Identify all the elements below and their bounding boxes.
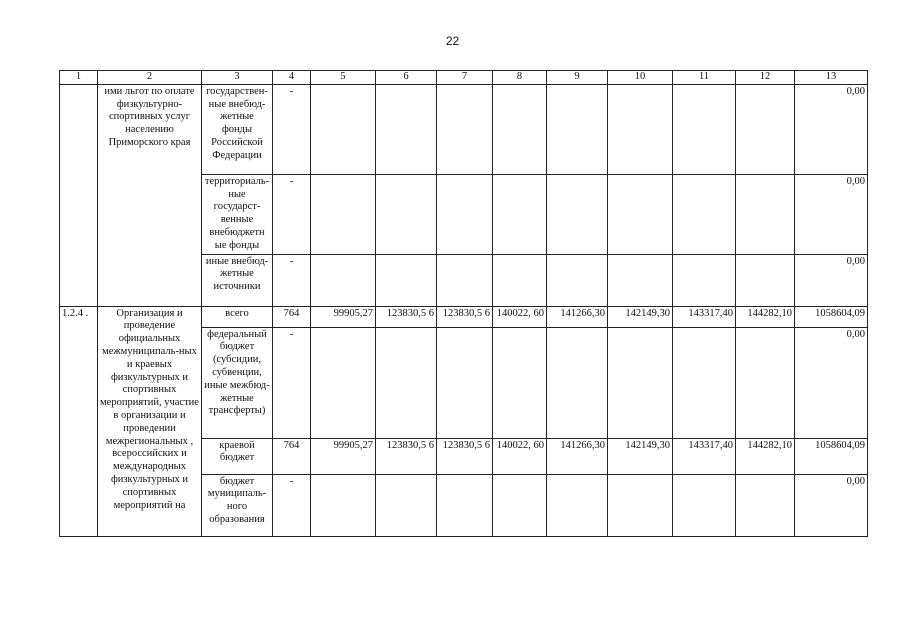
value-cell	[437, 474, 493, 536]
cell-col4: -	[273, 327, 311, 438]
value-cell	[493, 254, 547, 306]
value-cell	[493, 84, 547, 174]
value-cell	[547, 254, 608, 306]
value-cell	[673, 174, 736, 254]
header-cell: 11	[673, 71, 736, 85]
total-cell: 0,00	[795, 174, 868, 254]
header-cell: 9	[547, 71, 608, 85]
value-cell	[437, 84, 493, 174]
value-cell	[437, 327, 493, 438]
cell-col4: 764	[273, 438, 311, 474]
cell-col4: -	[273, 254, 311, 306]
value-cell	[376, 254, 437, 306]
item-code: 1.2.4 .	[60, 306, 98, 536]
value-cell: 123830,5 6	[376, 306, 437, 327]
funding-source: государствен-ные внебюд-жетные фонды Российской Федерации	[202, 84, 273, 174]
cell-col4: -	[273, 174, 311, 254]
budget-table-container	[59, 70, 867, 537]
value-cell	[376, 174, 437, 254]
header-cell: 6	[376, 71, 437, 85]
value-cell: 144282,10	[736, 438, 795, 474]
value-cell	[673, 474, 736, 536]
cell-col4: -	[273, 84, 311, 174]
header-cell: 1	[60, 71, 98, 85]
funding-source: краевой бюджет	[202, 438, 273, 474]
value-cell	[673, 84, 736, 174]
value-cell: 123830,5 6	[376, 438, 437, 474]
value-cell	[673, 327, 736, 438]
header-cell: 8	[493, 71, 547, 85]
value-cell	[311, 474, 376, 536]
funding-source: территориаль-ные государст-венные внебюджетн ые фонды	[202, 174, 273, 254]
funding-source: иные внебюд-жетные источники	[202, 254, 273, 306]
funding-source: всего	[202, 306, 273, 327]
total-cell: 0,00	[795, 84, 868, 174]
value-cell: 142149,30	[608, 306, 673, 327]
value-cell: 123830,5 6	[437, 438, 493, 474]
value-cell: 140022, 60	[493, 306, 547, 327]
value-cell	[736, 174, 795, 254]
value-cell	[736, 327, 795, 438]
value-cell	[673, 254, 736, 306]
header-row	[60, 71, 868, 85]
funding-source: бюджет муниципаль-ного образования	[202, 474, 273, 536]
value-cell	[493, 474, 547, 536]
total-cell: 0,00	[795, 254, 868, 306]
value-cell	[608, 474, 673, 536]
cell-col4: 764	[273, 306, 311, 327]
value-cell	[376, 327, 437, 438]
table-row	[60, 306, 868, 327]
value-cell: 143317,40	[673, 438, 736, 474]
value-cell	[311, 174, 376, 254]
value-cell: 99905,27	[311, 306, 376, 327]
total-cell: 1058604,09	[795, 306, 868, 327]
page-number: 22	[445, 34, 460, 48]
funding-source: федеральный бюджет (субсидии, субвенции, иные межбюд-жетные трансферты)	[202, 327, 273, 438]
value-cell	[493, 174, 547, 254]
header-cell: 5	[311, 71, 376, 85]
value-cell	[437, 254, 493, 306]
value-cell: 144282,10	[736, 306, 795, 327]
value-cell	[376, 84, 437, 174]
value-cell	[736, 84, 795, 174]
budget-table	[59, 70, 868, 537]
value-cell	[608, 254, 673, 306]
item-code	[60, 84, 98, 306]
value-cell	[736, 254, 795, 306]
value-cell	[547, 174, 608, 254]
header-cell: 4	[273, 71, 311, 85]
value-cell	[547, 84, 608, 174]
value-cell	[311, 327, 376, 438]
value-cell: 141266,30	[547, 438, 608, 474]
value-cell: 143317,40	[673, 306, 736, 327]
value-cell	[608, 327, 673, 438]
value-cell	[608, 174, 673, 254]
cell-col4: -	[273, 474, 311, 536]
value-cell	[547, 474, 608, 536]
value-cell	[311, 254, 376, 306]
value-cell	[311, 84, 376, 174]
header-cell: 7	[437, 71, 493, 85]
total-cell: 0,00	[795, 327, 868, 438]
value-cell	[547, 327, 608, 438]
value-cell	[493, 327, 547, 438]
value-cell	[608, 84, 673, 174]
value-cell: 123830,5 6	[437, 306, 493, 327]
header-cell: 3	[202, 71, 273, 85]
total-cell: 1058604,09	[795, 438, 868, 474]
header-cell: 13	[795, 71, 868, 85]
value-cell	[437, 174, 493, 254]
value-cell: 140022, 60	[493, 438, 547, 474]
item-name: ими льгот по оплате физкультурно-спортивных услуг населению Приморского края	[98, 84, 202, 306]
value-cell: 142149,30	[608, 438, 673, 474]
value-cell	[736, 474, 795, 536]
table-row	[60, 84, 868, 174]
header-cell: 12	[736, 71, 795, 85]
header-cell: 2	[98, 71, 202, 85]
header-cell: 10	[608, 71, 673, 85]
total-cell: 0,00	[795, 474, 868, 536]
value-cell: 99905,27	[311, 438, 376, 474]
value-cell: 141266,30	[547, 306, 608, 327]
value-cell	[376, 474, 437, 536]
item-name: Организация и проведение официальных межмуниципаль-ных и краевых физкультурных и спортивных мероприятий, участие в организации и проведении межрегиональных , всероссийских и международных физкультурных и спортивных мероприятий на	[98, 306, 202, 536]
